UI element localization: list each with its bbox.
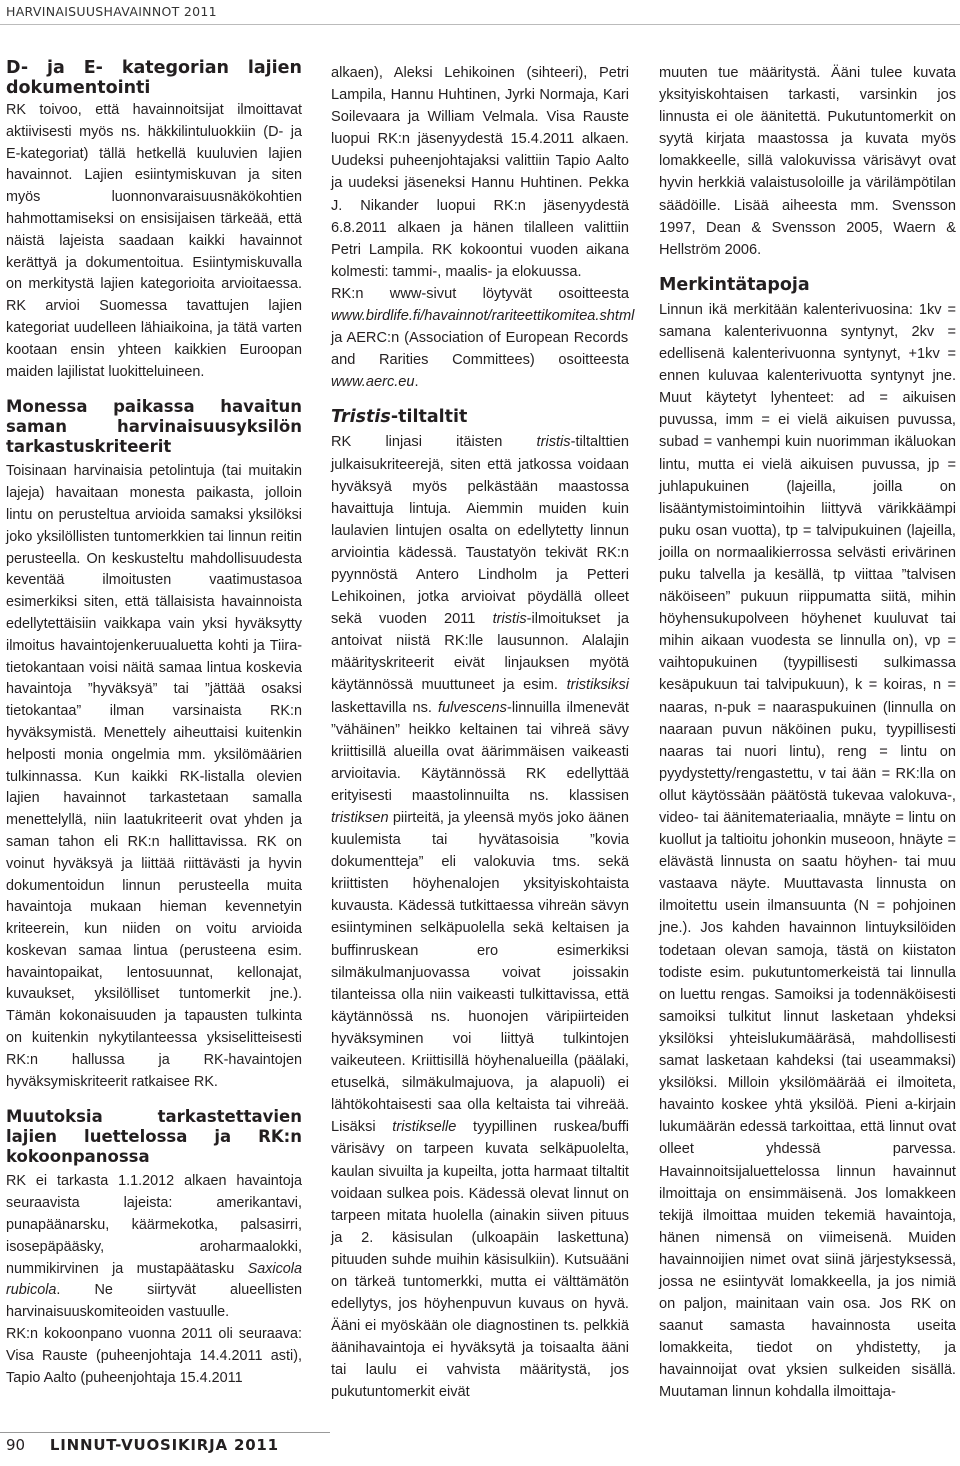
text-span: -ilmoitukset ja antoivat niistä RK:lle lausunnon. Alalajin määrityskriteerit eivät linjauksen myötä käytännössä muuttuneet ja esim. xyxy=(331,611,629,694)
heading-tristis xyxy=(331,407,629,427)
species-name: Saxicola rubicola xyxy=(6,1260,302,1299)
footer-divider xyxy=(0,1432,330,1433)
paragraph-multiple-sites: Toisinaan harvinaisia petolintuja (tai muitakin lajeja) havaitaan monesta paikasta, jolloin lintu on perusteltua arvioida samaksi yksilöksi joko yksilöllisten tuntomerkkien tai linnun reitin perusteella. On keskusteltu mahdollisuudesta keventää ilmoitusten vaatimustasoa esimerkiksi siten, että tällaisista havainnoista edellytettäisiin vaikkapa vain yksi hyväksytty ilmoitus havaintojenkeruualuetta kohti ja Tiira-tietokantaan voisi näitä samaa lintua koskevia havaintoja ”hyväksyä” tai ”jättää osaksi tietokantaa” ilman varsinaista RK:n hyväksymistä. Menettely aiheuttaisi kuitenkin helposti monia ongelmia mm. yksilömäärien tulkinnassa. Kun kaikki RK-listalla olevien lajien havainnot tarkastetaan samalla menettelyllä, niin laatukriteerit ovat yhden ja saman tahon eli RK:n hallittavissa. RK on voinut hyväksyä ja liittää riittävästi ja hyvin dokumentoidun linnun perusteella muita havaintoja mukaan hieman kevennetyin kriteerein, kun niiden on voitu arvioida koskevan samaa lintua (perusteena esim. havaintopaikat, lentosuunnat, kellonajat, kuvaukset, yksilölliset tuntomerkit jne.). Tämän kokonaisuuden ja tapausten tulkinta on kuitenkin nykytilanteessa yksiselitteisesti RK:n hallussa ja RK-havaintojen hyväksymiskriteerit ratkaisee RK. xyxy=(6,463,302,1090)
text-span: ja AERC:n (Association of European Records and Rarities Committees) osoitteesta xyxy=(331,330,629,369)
heading-tristis-italic: Tristis xyxy=(331,407,391,428)
taxon-name: tristiksen xyxy=(331,810,389,826)
text-span: piirteitä, ja yleensä myös joko äänen kuulemista tai hyvätasoisia ”kovia dokumentteja” eli valokuvia tms. sekä kriittisten höyhenalojen yksityiskohtaista kuvausta. Kädessä tutkittaessa vihreän sävyn esiintyminen selkäpuolella sekä keltaisen ja buffinruskean ero esimerkiksi silmäkulmanjuovassa voivat joissakin tilanteissa olla niin vaikeasti tulkittavissa, että käytännössä ns. huonojen väripiirteiden hyväksyminen voi liittyä tulkintojen vaikeuteen. Kriittisillä höyhenalueilla (päälaki, etuselkä, silmäkulmajuova, ja alapuoli) ei lähtökohtaisesti saa olla keltaista tai vihreää. Lisäksi xyxy=(331,810,629,1136)
paragraph-committee-2011: RK:n kokoonpano vuonna 2011 oli seuraava: Visa Rauste (puheenjohtaja 14.4.2011 asti), Tapio Aalto (puheenjohtaja 15.4.2011 xyxy=(6,1326,302,1386)
paragraph-tristis-continued: muuten tue määritystä. Ääni tulee kuvata yksityiskohtaisen tarkasti, varsinkin jos linnusta ei ole äänitettä. Pukutuntomerkit on syytä kirjata maastossa ja kuvata myös lomakkeelle, sillä valokuvissa värisävyt ovat hyvin herkkiä valaistusoloille ja värilämpötilan säädöille. Lisää aiheesta mm. Svensson 1997, Dean & Svensson 2005, Waern & Hellström 2006. xyxy=(659,65,956,258)
link-aerc-website[interactable]: www.aerc.eu xyxy=(331,374,415,391)
text-span: . Ne siirtyvät alueellisten harvinaisuuskomiteoiden vastuulle. xyxy=(6,1282,302,1321)
paragraph-list-changes xyxy=(6,1171,302,1324)
heading-list-changes: Muutoksia tarkastettavien lajien luettelossa ja RK:n kokoonpanossa xyxy=(6,1107,302,1167)
paragraph-notation: Linnun ikä merkitään kalenterivuosina: 1kv = samana kalenterivuonna syntynyt, 2kv = edellisenä kalenterivuonna syntynyt, +1kv = ennen kuluvaa kalenterivuotta syntynyt jne. Muut käytetyt lyhenteet: ad = aikuisen puvussa, imm = ei vielä aikuisen puvussa, subad = vanhempi kuin nuorimman ikäluokan lintu, mutta ei vielä aikuisen puvussa, jp = juhlapukuinen (lajeilla, joilla on lisääntymistoimintoihin liittyvä värikkäämpi puku osan vuotta), tp = talvipukuinen (lajeilla, joilla on normaalikierrossa selvästi erivärinen puku talvella ja kesällä, tp viittaa ”talvisen näköiseen” pukuun riippumatta siitä, mihin höyhensukupolveen höyhenet kuuluvat tai mihin aikaan vuodesta se linnulla on), vp = vaihtopukuinen (tyypillisesti sulkimassa kesäpukuun tai talvipukuun), k = koiras, n = naaras, n-puk = naaraspukuinen (linnulla on naaraan puvun näköinen puku, tyypillisesti naaras tai nuori lintu), reng = lintu on pyydystetty/rengastettu, v tai ään = RK:lla on ollut käytössään päätöstä tukevaa valokuva-, video- tai äänitemateriaalia, mnäyte = lintu on kuollut ja taltioitu johonkin museoon, hnäyte = elävästä linnusta on saatu höyhen- tai muu vastaava näyte. Muuttavasta linnusta on ilmoitettu usein ilmansuunta (N = pohjoinen jne.). Jos kahden havainnon lintuyksilöiden todetaan olevan samoja, tästä on kiistaton todiste esim. pukutuntomerkeistä tai linnulla on luettu rengas. Samoiksi ja todennäköisesti samoiksi tulkitut linnut lasketaan yhdeksi yksilöksi yhteislukumääräsä, mahdollisesti samat lasketaan kahdeksi (tai useammaksi) yksilöksi. Milloin yksilömäärää ei ilmoiteta, havainto koskee yhtä yksilöä. Pieni a-kirjain lukumäärän edessä tarkoittaa, että linnut ovat olleet yhdessä parvessa. Havainnoitsijaluettelossa linnun havainnut ilmoittaja on ensimmäisenä. Jos lomakkeen tekijä ilmoittaa muiden tekemiä havaintoja, hänen nimensä on viimeisenä. Muiden havainnoijien nimet ovat siinä järjestyksessä, jossa ne esiintyvät lomakkeella, ja jos nimiä on paljon, mainitaan vain osa. Jos RK on saanut samasta havainnosta useita lomakkeita, tiedot on yhdistetty, ja havainnoijat ovat yksien sulkeiden sisällä. Muutaman linnun kohdalla ilmoittaja- xyxy=(659,301,956,1401)
taxon-name: fulvescens xyxy=(438,699,507,716)
paragraph-d-e-categories: RK toivoo, että havainnoitsijat ilmoittavat aktiivisesti myös ns. häkkilintuluokkiin (D- ja E-kategoriat) tällä hetkellä kuuluvien lajien havainnot. Lajien esiintymiskuvan ja siten myös luonnonvaraisuusnäkökohtien hahmottamiseksi on ensisijaisen tärkeää, että näistä lajeista saadaan kaikki havainnot kerättyä ja dokumentoitua. Esiintymiskuvalla on merkitystä lajien kategorioita arvioitaessa. RK arvioi Suomessa tavattujen lajien kategoriat uudelleen lähiaikoina, ja tätä varten kootaan ensin yhteen kaikkien Euroopan maiden lajilistat luokitteluineen. xyxy=(6,102,302,380)
paragraph-websites xyxy=(331,283,635,393)
taxon-name: tristis xyxy=(536,434,571,451)
publication-title: LINNUT-VUOSIKIRJA 2011 xyxy=(49,1436,279,1454)
text-span: -tiltalttien julkaisukriteerejä, siten että jatkossa voidaan hyväksyä myös pelkästään maastossa havaittuja lintuja. Aiemmin muiden kuin laulavien lintujen osalta on edellytetty linnun arviointia kädessä. Taustatyön tekivät RK:n pyynnöstä Antero Lindholm ja Petteri Lehikoinen, jotka arvioivat pöydällä olleet sekä vuoden 2011 xyxy=(331,434,629,628)
text-span: -linnuilla ilmenevät ”vähäinen” heikko keltainen tai vihreä sävy kriittisillä alueilla ovat äärimmäisen vaikeasti arvioitavia. Käytännössä RK edellyttää erityisesti maastolinnuilta ns. klassisen xyxy=(331,699,629,804)
taxon-name: tristis xyxy=(492,611,527,628)
column-1 xyxy=(6,58,302,1389)
column-2 xyxy=(331,62,635,1404)
text-span: RK:n www-sivut löytyvät osoitteesta xyxy=(331,285,629,302)
paragraph-committee-continued: alkaen), Aleksi Lehikoinen (sihteeri), Petri Lampila, Hannu Huhtinen, Jyrki Normaja, Kari Soilevaara ja William Velmala. Visa Rauste luopui RK:n jäsenyydestä 15.4.2011 alkaen. Uudeksi puheenjohtajaksi valittiin Tapio Aalto ja uudeksi jäseneksi Hannu Huhtinen. Pekka J. Nikander luopui RK:n jäsenyydestä 6.8.2011 alkaen ja hänen tilalleen valittiin Petri Lampila. RK kokoontui vuoden aikana kolmesti: tammi-, maalis- ja elokuussa. xyxy=(331,65,629,280)
text-span: tyypillinen ruskea/buffi värisävy on tarpeen kuvata selkäpuolelta, kaulan sivuilta ja kupeilta, jotta harmaat tiltaltit voidaan sulkea pois. Kädessä olevat linnut on tarpeen mitata huolella (ainakin siiven pituus ja 2. käsisulan (ulkoapäin laskettuna) pituuden suhde muihin käsisulkiin). Kutsuääni on tärkeä tuntomerkki, mutta ei välttämätön edellytys, jos höyhenpuvun kuvaus on hyvä. Ääni ei myöskään ole diagnostinen ts. pelkkiä äänihavaintoja ei hyväksytä ja toisaalta ääni tai laulu ei vahvista määritystä, jos pukutuntomerkit eivät xyxy=(331,1119,629,1401)
text-span: laskettavilla ns. xyxy=(331,699,438,716)
text-span: RK ei tarkasta 1.1.2012 alkaen havaintoja seuraavista lajeista: amerikantavi, punapäänarsku, käärmekotka, palsasirri, isosepäpääsky, aroharmaalokki, nummikirvinen ja mustapäätasku xyxy=(6,1173,302,1277)
heading-multiple-sites: Monessa paikassa havaitun saman harvinaisuusyksilön tarkastuskriteerit xyxy=(6,397,302,457)
text-span: . xyxy=(414,374,419,391)
paragraph-tristis xyxy=(331,431,629,1403)
page-number: 90 xyxy=(6,1436,26,1454)
text-span: RK linjasi itäisten xyxy=(331,434,537,451)
link-rk-website[interactable]: www.birdlife.fi/havainnot/rariteettikomitea.shtml xyxy=(331,308,635,325)
taxon-name: tristiksiksi xyxy=(566,677,629,694)
heading-d-e-categories: D- ja E- kategorian lajien dokumentointi xyxy=(6,58,302,98)
page-footer xyxy=(6,1436,279,1454)
running-head: HARVINAISUUSHAVAINNOT 2011 xyxy=(6,4,217,19)
taxon-name: tristikselle xyxy=(392,1119,457,1136)
column-3 xyxy=(659,62,956,1404)
heading-notation: Merkintätapoja xyxy=(659,274,810,295)
heading-tristis-rest: -tiltaltit xyxy=(390,407,468,428)
header-divider xyxy=(0,24,960,25)
